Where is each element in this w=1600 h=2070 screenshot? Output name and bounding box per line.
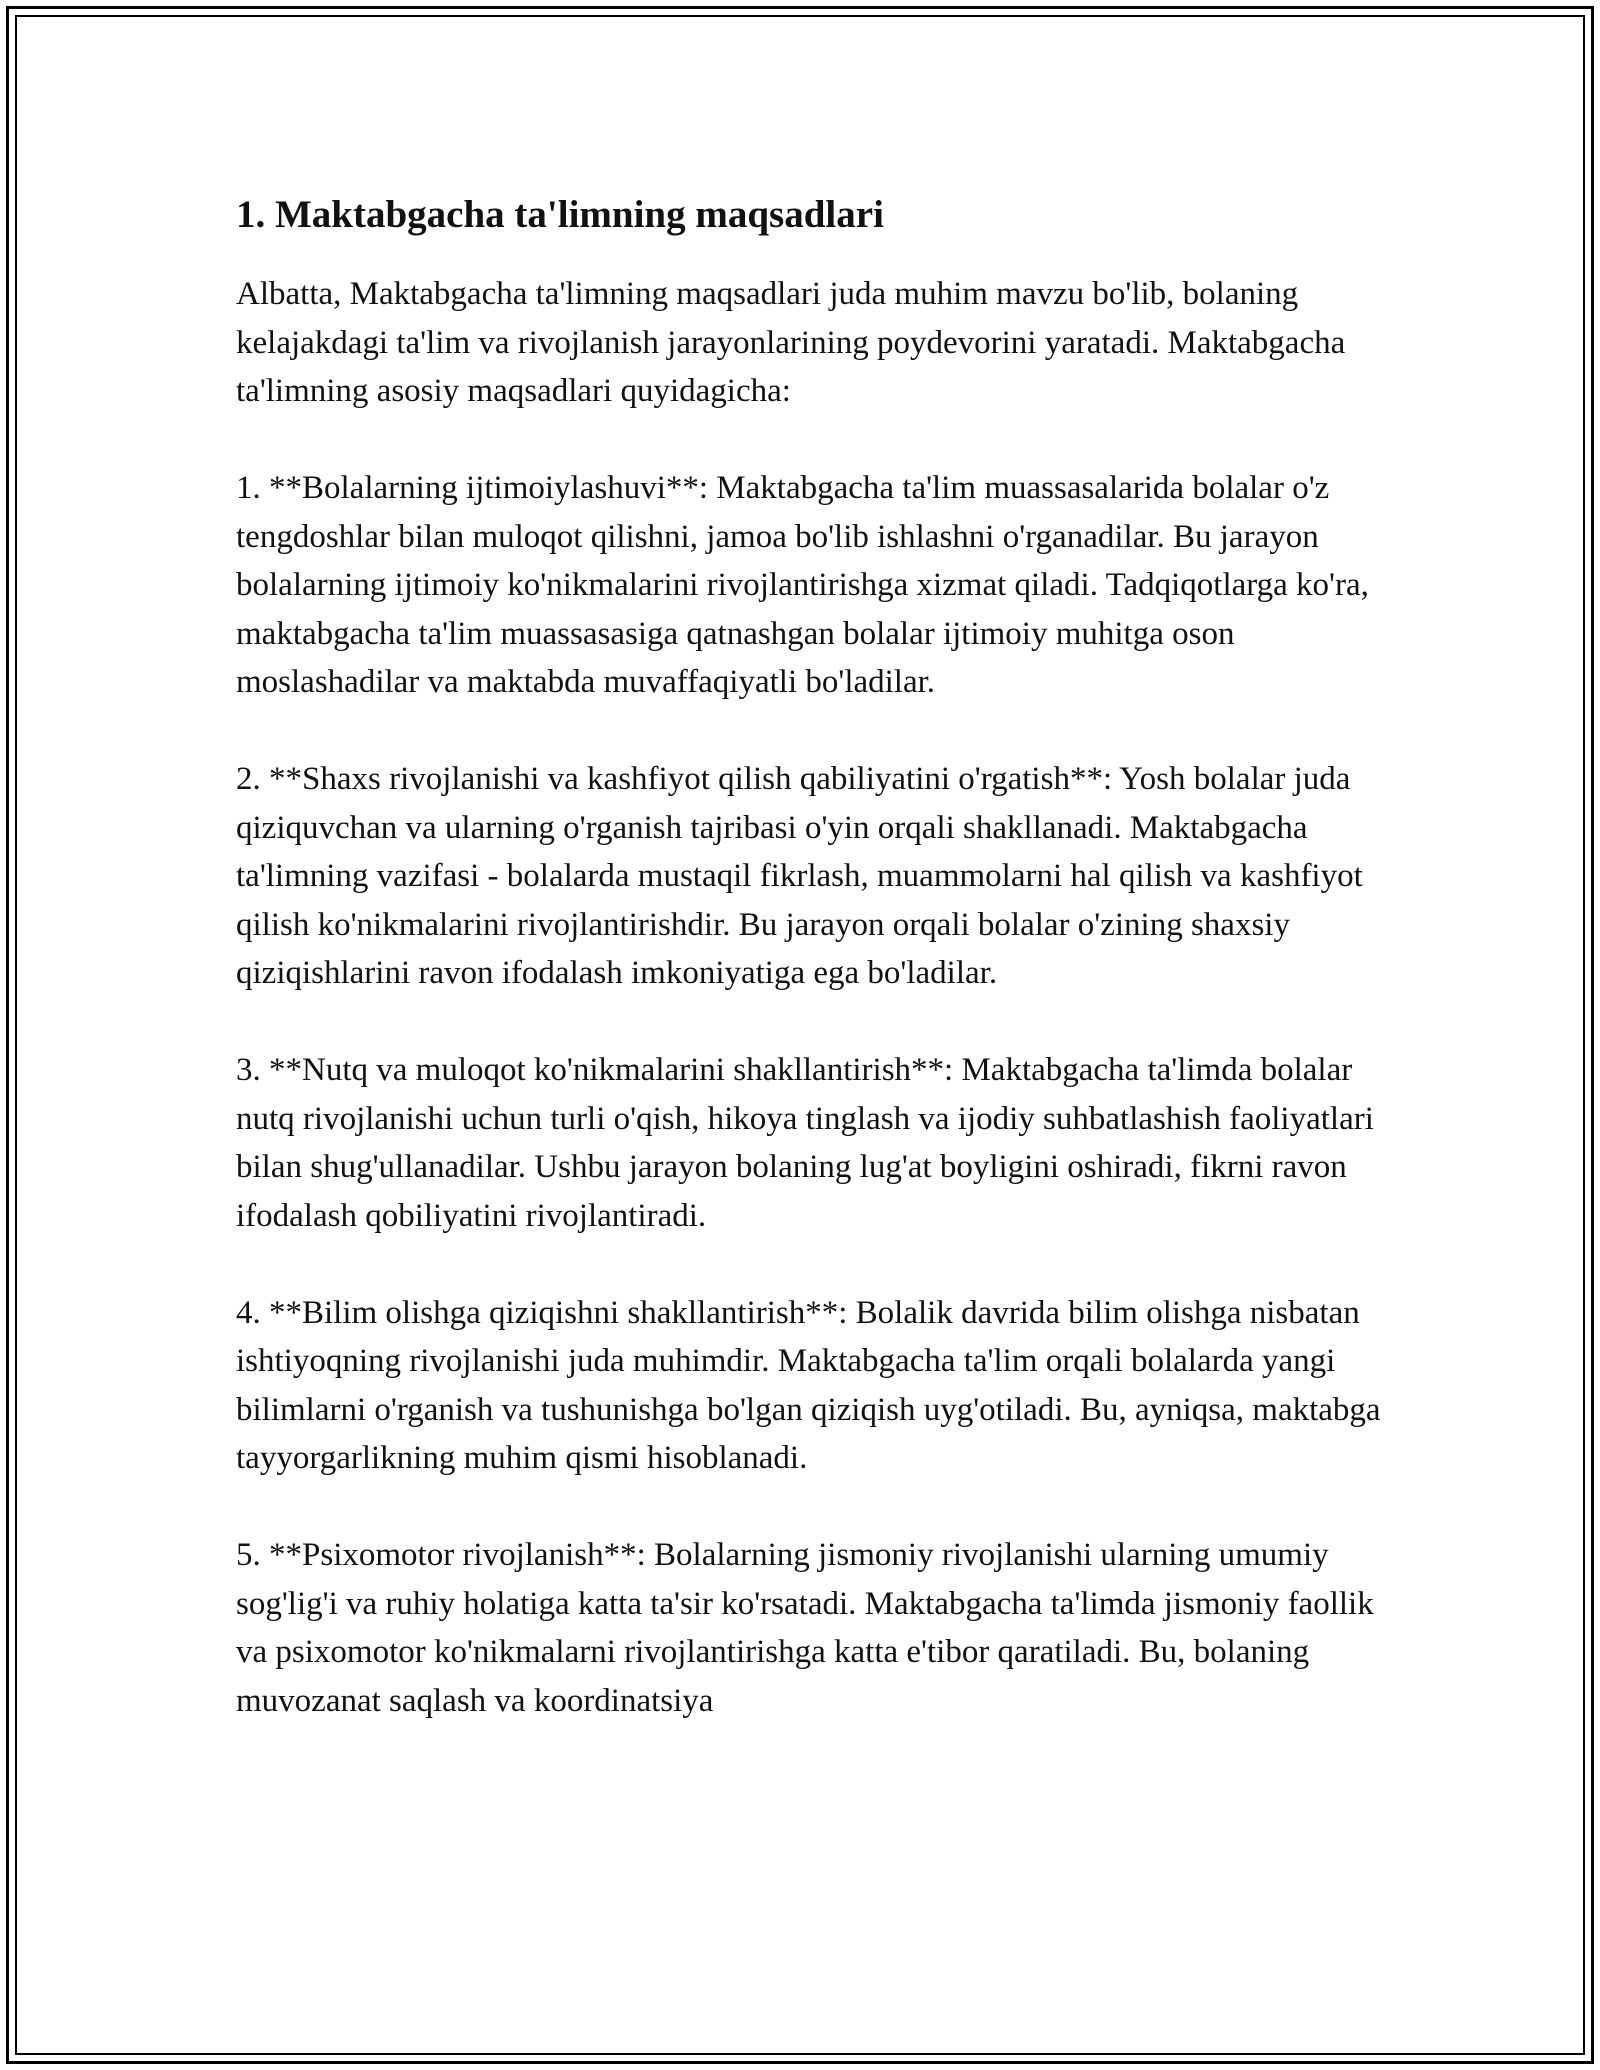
section-heading: 1. Maktabgacha ta'limning maqsadlari bbox=[236, 193, 884, 236]
paragraph-item-1: 1. **Bolalarning ijtimoiylashuvi**: Maktabgacha ta'lim muassasalarida bolalar o'z tengdoshlar bilan muloqot qilishni, jamoa bo'lib ishlashni o'rganadilar. Bu jarayon bolalarning ijtimoiy ko'nikmalarini rivojlantirishga xizmat qiladi. Tadqiqotlarga ko'ra, maktabgacha ta'lim muassasasiga qatnashgan bolalar ijtimoiy muhitga oson moslashadilar va maktabda muvaffaqiyatli bo'ladilar. bbox=[236, 470, 1369, 700]
paragraph-item-3: 3. **Nutq va muloqot ko'nikmalarini shakllantirish**: Maktabgacha ta'limda bolalar nutq rivojlanishi uchun turli o'qish, hikoya tinglash va ijodiy suhbatlashish faoliyatlari bilan shug'ullanadilar. Ushbu jarayon bolaning lug'at boyligini oshiradi, fikrni ravon ifodalash qobiliyatini rivojlantiradi. bbox=[236, 1052, 1374, 1234]
paragraph-item-2: 2. **Shaxs rivojlanishi va kashfiyot qilish qabiliyatini o'rgatish**: Yosh bolalar juda qiziquvchan va ularning o'rganish tajribasi o'yin orqali shakllanadi. Maktabgacha ta'limning vazifasi - bolalarda mustaqil fikrlash, muammolarni hal qilish va kashfiyot qilish ko'nikmalarini rivojlantirishdir. Bu jarayon orqali bolalar o'zining shaxsiy qiziqishlarini ravon ifodalash imkoniyatiga ega bo'ladilar. bbox=[236, 761, 1363, 991]
paragraph-item-5: 5. **Psixomotor rivojlanish**: Bolalarning jismoniy rivojlanishi ularning umumiy sog'lig'i va ruhiy holatiga katta ta'sir ko'rsatadi. Maktabgacha ta'limda jismoniy faollik va psixomotor ko'nikmalarni rivojlantirishga katta e'tibor qaratiladi. Bu, bolaning muvozanat saqlash va koordinatsiya bbox=[236, 1537, 1374, 1719]
intro-paragraph: Albatta, Maktabgacha ta'limning maqsadlari juda muhim mavzu bo'lib, bolaning kelajakdagi ta'lim va rivojlanish jarayonlarining poydevorini yaratadi. Maktabgacha ta'limning asosiy maqsadlari quyidagicha: bbox=[236, 276, 1346, 409]
document-body bbox=[236, 184, 1386, 1774]
paragraph-item-4: 4. **Bilim olishga qiziqishni shakllantirish**: Bolalik davrida bilim olishga nisbatan ishtiyoqning rivojlanishi juda muhimdir. Maktabgacha ta'lim orqali bolalarda yangi bilimlarni o'rganish va tushunishga bo'lgan qiziqish uyg'otiladi. Bu, ayniqsa, maktabga tayyorgarlikning muhim qismi hisoblanadi. bbox=[236, 1294, 1381, 1476]
